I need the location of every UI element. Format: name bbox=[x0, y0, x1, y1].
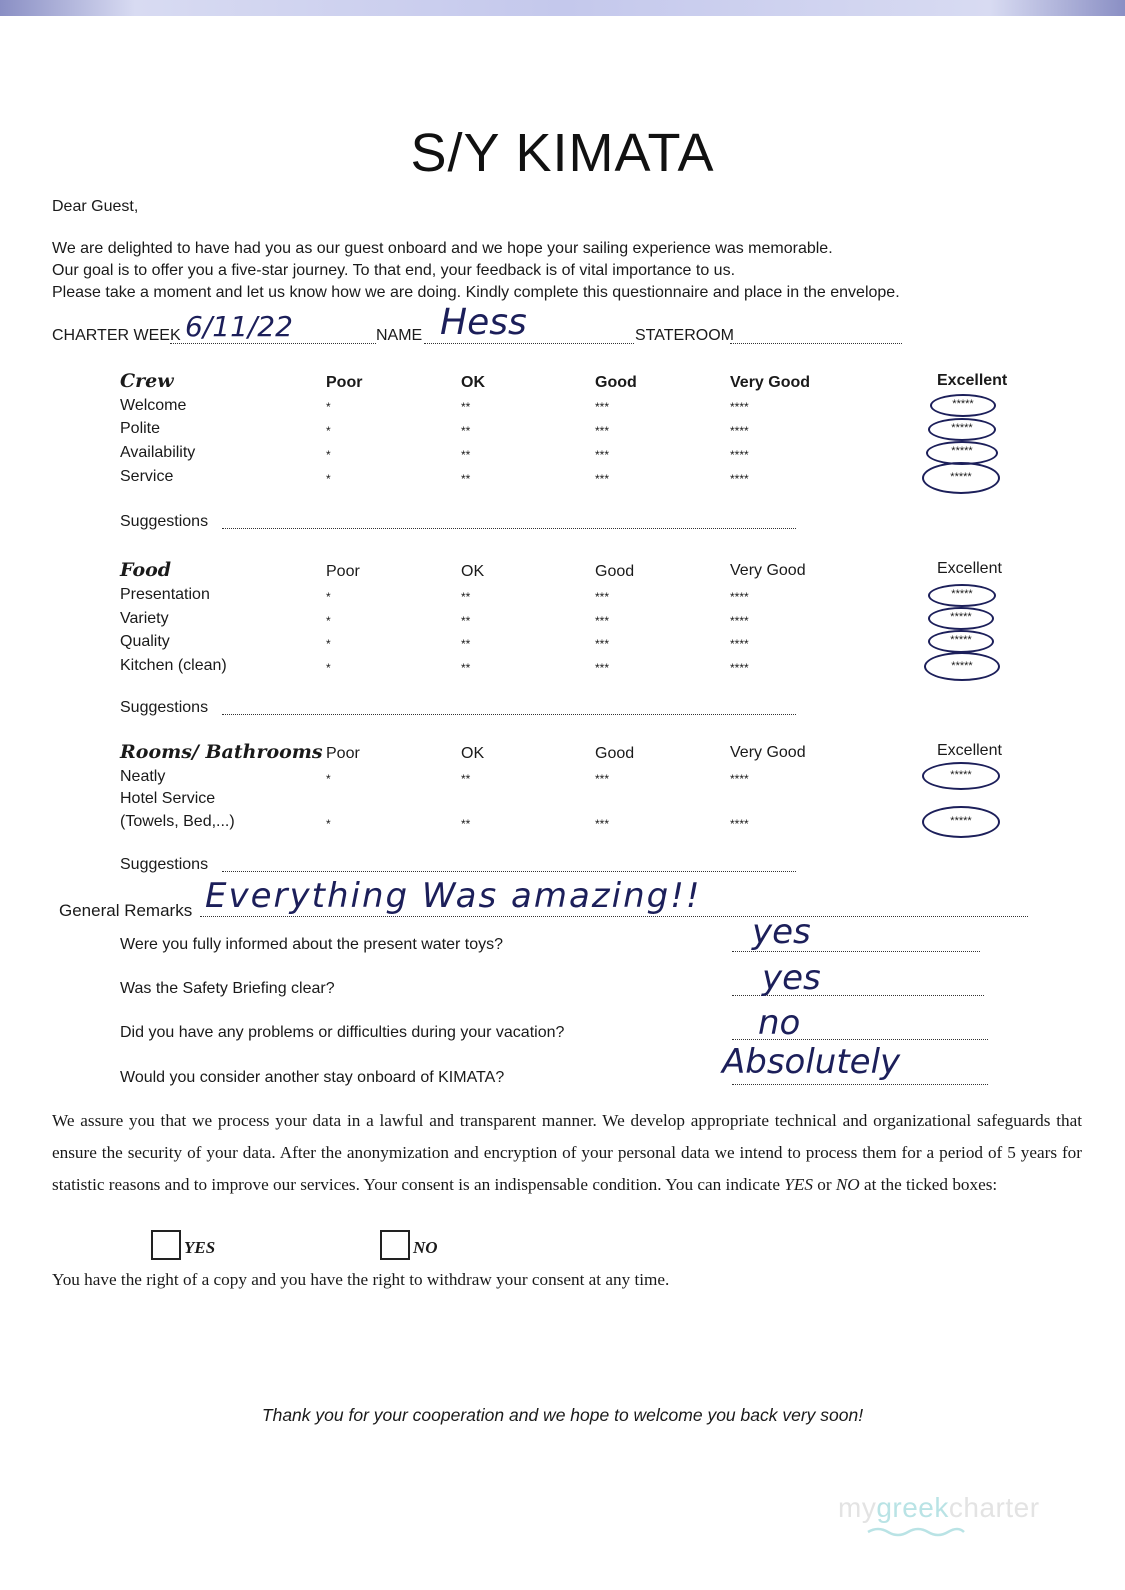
general-remarks-dotline bbox=[200, 916, 1028, 917]
crew-row-availability: Availability bbox=[120, 444, 196, 461]
food-presentation-excellent-circled[interactable] bbox=[928, 584, 996, 607]
rooms-row-neatly: Neatly bbox=[120, 768, 166, 785]
stars-label: ***** bbox=[950, 815, 972, 827]
rooms-neatly-very-good[interactable]: **** bbox=[730, 772, 749, 786]
food-presentation-good[interactable]: *** bbox=[595, 590, 610, 604]
food-col-good: Good bbox=[595, 563, 635, 580]
crew-availability-good[interactable]: *** bbox=[595, 448, 610, 462]
crew-service-poor[interactable]: * bbox=[326, 472, 331, 486]
question-another-stay: Would you consider another stay onboard of KIMATA? bbox=[120, 1069, 505, 1086]
food-quality-poor[interactable]: * bbox=[326, 637, 331, 651]
food-kitchen-very-good[interactable]: **** bbox=[730, 661, 749, 675]
crew-service-excellent-circled[interactable] bbox=[922, 462, 1000, 494]
crew-welcome-very-good[interactable]: **** bbox=[730, 400, 749, 414]
watermark-part-greek: greek bbox=[876, 1492, 949, 1523]
food-col-ok: OK bbox=[461, 563, 485, 580]
crew-col-excellent: Excellent bbox=[937, 372, 1008, 389]
question-water-toys: Were you fully informed about the present water toys? bbox=[120, 936, 504, 953]
privacy-notice-text: We assure you that we process your data in a lawful and transparent manner. We develop appropriate technical and organizational safeguards that ensure the security of your data. After the anonymization and encryption of your personal data we intend to process them for a period of 5 years for statistic reasons and to improve our services. Your consent is an indispensable condition. You can indicate bbox=[52, 1111, 1082, 1194]
crew-polite-ok[interactable]: ** bbox=[461, 424, 471, 438]
name-value[interactable]: Hess bbox=[440, 302, 527, 343]
rooms-hotel-service-excellent-circled[interactable] bbox=[922, 806, 1000, 838]
food-kitchen-poor[interactable]: * bbox=[326, 661, 331, 675]
food-presentation-very-good[interactable]: **** bbox=[730, 590, 749, 604]
crew-availability-very-good[interactable]: **** bbox=[730, 448, 749, 462]
stars-label: ***** bbox=[950, 471, 972, 483]
rooms-hotel-service-poor[interactable]: * bbox=[326, 817, 331, 831]
privacy-notice-end: at the ticked boxes: bbox=[864, 1175, 998, 1194]
stars-label: ***** bbox=[951, 660, 973, 672]
food-suggestions-field[interactable] bbox=[222, 714, 796, 715]
salutation: Dear Guest, bbox=[52, 198, 139, 215]
rooms-col-good: Good bbox=[595, 745, 635, 762]
rooms-hotel-service-good[interactable]: *** bbox=[595, 817, 610, 831]
crew-polite-poor[interactable]: * bbox=[326, 424, 331, 438]
food-row-presentation: Presentation bbox=[120, 586, 210, 603]
scan-top-edge bbox=[0, 0, 1125, 16]
crew-row-welcome: Welcome bbox=[120, 397, 187, 414]
crew-service-good[interactable]: *** bbox=[595, 472, 610, 486]
crew-service-ok[interactable]: ** bbox=[461, 472, 471, 486]
crew-service-very-good[interactable]: **** bbox=[730, 472, 749, 486]
stars-label: ***** bbox=[950, 634, 972, 646]
crew-availability-ok[interactable]: ** bbox=[461, 448, 471, 462]
question-safety-briefing: Was the Safety Briefing clear? bbox=[120, 980, 335, 997]
crew-row-polite: Polite bbox=[120, 420, 161, 437]
watermark-part-charter: charter bbox=[948, 1492, 1040, 1523]
stars-label: ***** bbox=[952, 398, 974, 410]
privacy-notice bbox=[52, 1105, 1082, 1201]
rooms-suggestions-label: Suggestions bbox=[120, 856, 209, 873]
food-col-excellent: Excellent bbox=[937, 560, 1002, 577]
rooms-col-very-good: Very Good bbox=[730, 744, 806, 761]
name-label: NAME bbox=[376, 327, 423, 344]
consent-no-label: NO bbox=[413, 1238, 438, 1257]
consent-no-checkbox[interactable] bbox=[380, 1230, 410, 1260]
rooms-row-towels-bed: (Towels, Bed,...) bbox=[120, 813, 235, 830]
crew-polite-excellent-circled[interactable] bbox=[928, 418, 996, 441]
food-col-very-good: Very Good bbox=[730, 562, 806, 579]
privacy-or-word: or bbox=[817, 1175, 832, 1194]
charter-week-label: CHARTER WEEK bbox=[52, 327, 181, 344]
consent-yes-checkbox[interactable] bbox=[151, 1230, 181, 1260]
food-quality-very-good[interactable]: **** bbox=[730, 637, 749, 651]
answer-safety-briefing[interactable]: yes bbox=[762, 958, 821, 998]
charter-week-dotline bbox=[170, 343, 376, 344]
rooms-col-ok: OK bbox=[461, 745, 485, 762]
crew-welcome-ok[interactable]: ** bbox=[461, 400, 471, 414]
food-variety-poor[interactable]: * bbox=[326, 614, 331, 628]
privacy-yes-word: YES bbox=[784, 1175, 813, 1194]
document-title: S/Y KIMATA bbox=[410, 123, 715, 183]
food-quality-good[interactable]: *** bbox=[595, 637, 610, 651]
watermark-wave-icon bbox=[866, 1524, 966, 1538]
food-variety-excellent-circled[interactable] bbox=[928, 607, 994, 630]
intro-line-3: Please take a moment and let us know how we are doing. Kindly complete this questionnaire and place in the envelope. bbox=[52, 284, 900, 301]
food-presentation-ok[interactable]: ** bbox=[461, 590, 471, 604]
rooms-neatly-ok[interactable]: ** bbox=[461, 772, 471, 786]
rooms-col-excellent: Excellent bbox=[937, 742, 1002, 759]
crew-welcome-poor[interactable]: * bbox=[326, 400, 331, 414]
food-variety-very-good[interactable]: **** bbox=[730, 614, 749, 628]
food-variety-good[interactable]: *** bbox=[595, 614, 610, 628]
food-quality-excellent-circled[interactable] bbox=[928, 630, 994, 653]
crew-suggestions-field[interactable] bbox=[222, 528, 796, 529]
food-presentation-poor[interactable]: * bbox=[326, 590, 331, 604]
charter-week-value[interactable]: 6/11/22 bbox=[185, 310, 293, 343]
rooms-col-poor: Poor bbox=[326, 745, 360, 762]
rooms-row-hotel-service: Hotel Service bbox=[120, 790, 216, 807]
closing-thanks: Thank you for your cooperation and we hope to welcome you back very soon! bbox=[261, 1405, 864, 1425]
rooms-neatly-good[interactable]: *** bbox=[595, 772, 610, 786]
food-row-quality: Quality bbox=[120, 633, 170, 650]
crew-col-poor: Poor bbox=[326, 374, 363, 391]
crew-availability-poor[interactable]: * bbox=[326, 448, 331, 462]
name-dotline bbox=[424, 343, 634, 344]
consent-yes-label: YES bbox=[184, 1238, 216, 1257]
answer-another-stay-dotline bbox=[732, 1084, 988, 1085]
general-remarks-value[interactable]: Everything Was amazing!! bbox=[205, 876, 702, 916]
food-row-kitchen: Kitchen (clean) bbox=[120, 657, 227, 674]
crew-col-good: Good bbox=[595, 374, 637, 391]
rooms-hotel-service-ok[interactable]: ** bbox=[461, 817, 471, 831]
section-title-crew: Crew bbox=[120, 370, 174, 392]
food-kitchen-excellent-circled[interactable] bbox=[924, 652, 1000, 681]
food-quality-ok[interactable]: ** bbox=[461, 637, 471, 651]
crew-col-very-good: Very Good bbox=[730, 374, 811, 391]
rooms-suggestions-field[interactable] bbox=[222, 871, 796, 872]
stars-label: ***** bbox=[951, 422, 973, 434]
stars-label: ***** bbox=[951, 588, 973, 600]
crew-row-service: Service bbox=[120, 468, 174, 485]
answer-another-stay[interactable]: Absolutely bbox=[722, 1042, 901, 1082]
section-title-rooms: Rooms/ Bathrooms bbox=[120, 741, 323, 763]
general-remarks-label: General Remarks bbox=[59, 901, 193, 920]
rooms-neatly-poor[interactable]: * bbox=[326, 772, 331, 786]
crew-suggestions-label: Suggestions bbox=[120, 513, 209, 530]
crew-polite-very-good[interactable]: **** bbox=[730, 424, 749, 438]
crew-polite-good[interactable]: *** bbox=[595, 424, 610, 438]
crew-welcome-good[interactable]: *** bbox=[595, 400, 610, 414]
watermark-part-my: my bbox=[838, 1492, 877, 1523]
food-col-poor: Poor bbox=[326, 563, 360, 580]
watermark-logo bbox=[838, 1492, 1040, 1524]
withdraw-rights-text: You have the right of a copy and you have the right to withdraw your consent at any time. bbox=[52, 1270, 670, 1289]
food-suggestions-label: Suggestions bbox=[120, 699, 209, 716]
food-variety-ok[interactable]: ** bbox=[461, 614, 471, 628]
food-kitchen-ok[interactable]: ** bbox=[461, 661, 471, 675]
intro-line-1: We are delighted to have had you as our guest onboard and we hope your sailing experience was memorable. bbox=[52, 240, 833, 257]
crew-col-ok: OK bbox=[461, 374, 485, 391]
crew-welcome-excellent-circled[interactable] bbox=[930, 394, 996, 417]
answer-problems[interactable]: no bbox=[758, 1003, 801, 1043]
stars-label: ***** bbox=[950, 611, 972, 623]
stars-label: ***** bbox=[951, 445, 973, 457]
rooms-hotel-service-very-good[interactable]: **** bbox=[730, 817, 749, 831]
intro-line-2: Our goal is to offer you a five-star journey. To that end, your feedback is of vital importance to us. bbox=[52, 262, 736, 279]
section-title-food: Food bbox=[120, 559, 172, 581]
answer-water-toys[interactable]: yes bbox=[752, 912, 811, 952]
food-kitchen-good[interactable]: *** bbox=[595, 661, 610, 675]
rooms-neatly-excellent-circled[interactable] bbox=[922, 762, 1000, 790]
food-row-variety: Variety bbox=[120, 610, 169, 627]
question-problems: Did you have any problems or difficulties during your vacation? bbox=[120, 1024, 565, 1041]
stateroom-dotline bbox=[730, 343, 902, 344]
privacy-no-word: NO bbox=[835, 1175, 860, 1194]
stars-label: ***** bbox=[950, 769, 972, 781]
stateroom-label: STATEROOM bbox=[635, 327, 734, 344]
